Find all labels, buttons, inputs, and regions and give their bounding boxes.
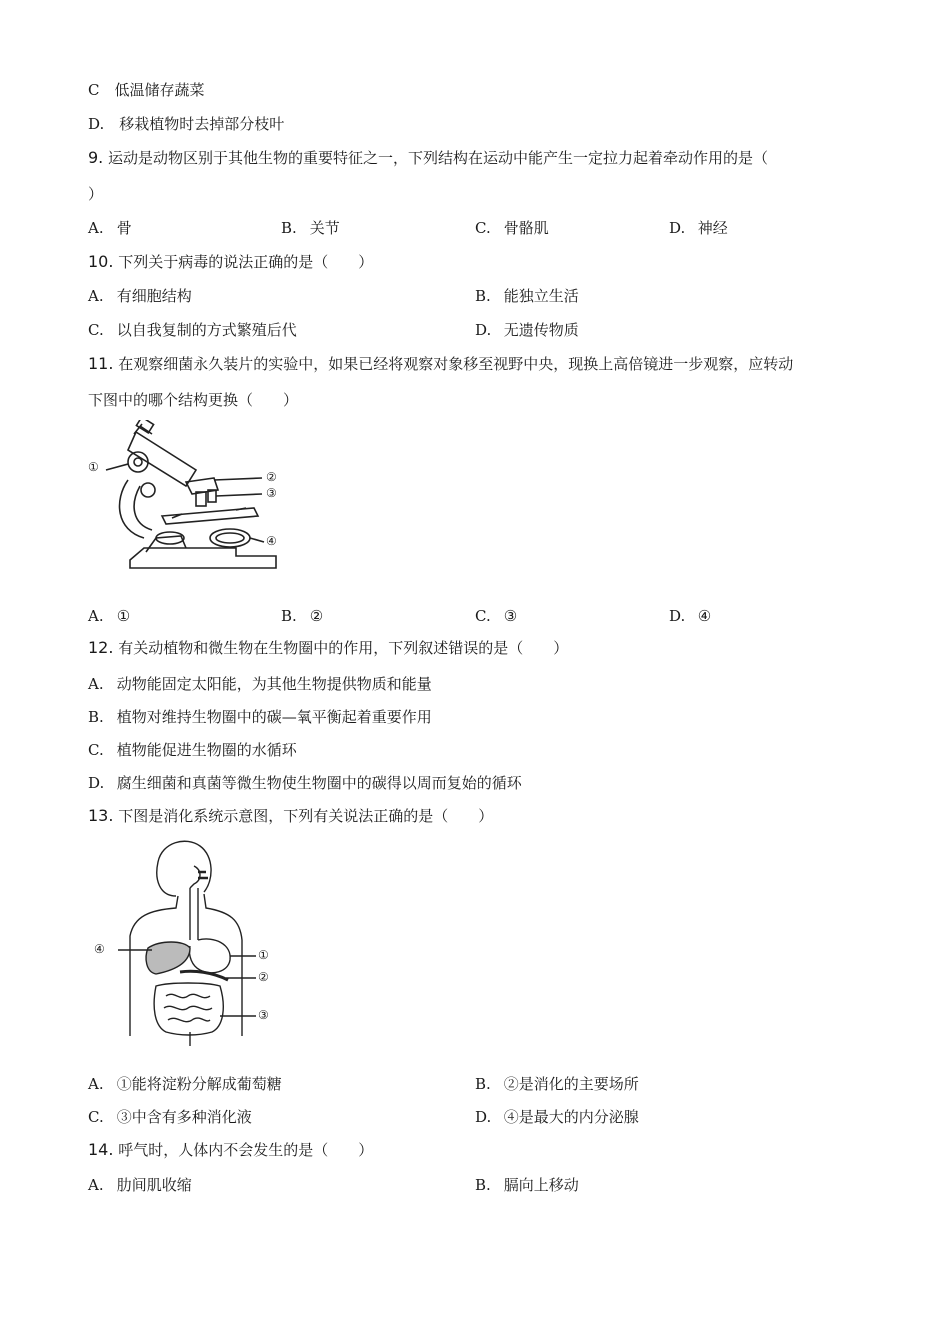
option-text: 关节 [309, 219, 340, 237]
option-letter: A. [88, 287, 104, 305]
leader-line-4 [250, 538, 264, 542]
option-text: 腐生细菌和真菌等微生物使生物圈中的碳得以周而复始的循环 [116, 774, 522, 792]
option-letter: B. [281, 607, 297, 625]
option-letter: D. [88, 774, 105, 792]
option-letter: A. [88, 219, 104, 237]
mirror-inner [216, 533, 244, 543]
option-letter: D. [475, 1108, 492, 1126]
option-text: 骨骼肌 [503, 219, 549, 237]
q12-option-b [88, 707, 432, 727]
q13-stem [88, 806, 493, 826]
q10-option-b [475, 286, 579, 306]
option-text: ②是消化的主要场所 [503, 1075, 639, 1093]
pancreas [180, 971, 228, 980]
option-letter: B. [281, 219, 297, 237]
q14-option-b [475, 1175, 579, 1195]
q12-option-d [88, 773, 522, 793]
q11-option-d [669, 606, 711, 626]
microscope-tube [128, 432, 196, 486]
option-text: 植物对维持生物圈中的碳—氧平衡起着重要作用 [116, 708, 432, 726]
leader-line-3 [216, 494, 262, 496]
q9-option-c [475, 218, 549, 238]
option-text: 动物能固定太阳能，为其他生物提供物质和能量 [116, 675, 432, 693]
microscope-base [130, 548, 276, 568]
option-letter: B. [88, 708, 104, 726]
q13-option-a [88, 1074, 282, 1094]
head-outline [157, 841, 211, 896]
esophagus [190, 888, 198, 940]
q11-stem-line1 [88, 354, 793, 374]
small-intestine [164, 994, 212, 1021]
eyepiece-cap [136, 420, 153, 433]
option-letter: C. [88, 321, 104, 339]
microscope-label-3: ③ [266, 486, 277, 500]
option-text: 膈向上移动 [503, 1176, 579, 1194]
option-text: 骨 [116, 219, 132, 237]
q9-stem-line1 [88, 148, 768, 168]
prev-option-c: C 低温储存蔬菜 [88, 81, 205, 99]
option-text: 有细胞结构 [116, 287, 192, 305]
option-letter: D. [669, 219, 686, 237]
option-letter: D. [475, 321, 492, 339]
coarse-knob-center [134, 458, 142, 466]
option-letter: C. [475, 219, 491, 237]
microscope-figure [86, 420, 296, 580]
digestive-label-3: ③ [258, 1008, 269, 1022]
option-text: ④ [697, 607, 712, 625]
fine-knob [141, 483, 155, 497]
q9-option-a [88, 218, 132, 238]
q13-option-d [475, 1107, 639, 1127]
microscope-label-4: ④ [266, 534, 277, 548]
option-letter: A. [88, 1176, 104, 1194]
option-letter: B. [475, 1075, 491, 1093]
q9-number: 9. [88, 148, 104, 167]
large-intestine [154, 983, 223, 1035]
microscope-label-2: ② [266, 470, 277, 484]
digestive-system-drawing [90, 836, 280, 1052]
option-text: 植物能促进生物圈的水循环 [116, 741, 297, 759]
option-text: 以自我复制的方式繁殖后代 [116, 321, 297, 339]
option-text: ① [116, 607, 131, 625]
q9-stem-text: 运动是动物区别于其他生物的重要特征之一，下列结构在运动中能产生一定拉力起着牵动作用的是（ [108, 149, 769, 167]
q10-number: 10. [88, 252, 114, 271]
q10-stem [88, 252, 373, 272]
q14-stem [88, 1140, 373, 1160]
liver [146, 942, 190, 974]
q9-option-d [669, 218, 728, 238]
option-text: ② [309, 607, 324, 625]
digestive-label-4: ④ [94, 942, 105, 956]
q13-stem-text: 下图是消化系统示意图，下列有关说法正确的是（ ） [118, 807, 494, 825]
q11-option-b [281, 606, 323, 626]
q13-option-c [88, 1107, 252, 1127]
option-text: ③ [503, 607, 518, 625]
q11-number: 11. [88, 354, 114, 373]
q10-option-c [88, 320, 297, 340]
option-letter: C. [475, 607, 491, 625]
option-text: 肋间肌收缩 [116, 1176, 192, 1194]
option-text: 无遗传物质 [503, 321, 579, 339]
q14-stem-text: 呼气时，人体内不会发生的是（ ） [118, 1141, 374, 1159]
option-text: ③中含有多种消化液 [116, 1108, 252, 1126]
q11-stem-text: 在观察细菌永久装片的实验中，如果已经将观察对象移至视野中央，现换上高倍镜进一步观察，应转动 [118, 355, 794, 373]
q9-stem-line2: ） [88, 185, 104, 203]
q10-option-d [475, 320, 579, 340]
digestive-label-1: ① [258, 948, 269, 962]
stomach [189, 939, 230, 973]
option-letter: B. [475, 1176, 491, 1194]
microscope-label-1: ① [88, 460, 99, 474]
q12-option-a [88, 674, 432, 694]
q12-stem [88, 638, 568, 658]
q12-option-c [88, 740, 297, 760]
q14-option-a [88, 1175, 192, 1195]
option-letter: A. [88, 607, 104, 625]
q13-number: 13. [88, 806, 114, 825]
digestive-label-2: ② [258, 970, 269, 984]
objective-lens [196, 492, 206, 506]
digestive-system-figure [90, 836, 280, 1052]
microscope-drawing [86, 420, 296, 580]
option-text: ④是最大的内分泌腺 [503, 1108, 639, 1126]
option-letter: A. [88, 675, 104, 693]
option-letter: C. [88, 1108, 104, 1126]
q14-number: 14. [88, 1140, 114, 1159]
option-letter: D. [669, 607, 686, 625]
q11-stem-line2: 下图中的哪个结构更换（ ） [88, 391, 299, 409]
coarse-knob [128, 452, 148, 472]
q10-stem-text: 下列关于病毒的说法正确的是（ ） [118, 253, 374, 271]
prev-option-d: D. 移栽植物时去掉部分枝叶 [88, 115, 285, 133]
option-text: ①能将淀粉分解成葡萄糖 [116, 1075, 282, 1093]
leader-line-1 [106, 464, 128, 470]
q10-option-a [88, 286, 192, 306]
option-text: 能独立生活 [503, 287, 579, 305]
q11-option-c [475, 606, 517, 626]
option-letter: B. [475, 287, 491, 305]
option-letter: C. [88, 741, 104, 759]
microscope-arm-inner [134, 486, 152, 530]
q12-number: 12. [88, 638, 114, 657]
q11-option-a [88, 606, 130, 626]
q12-stem-text: 有关动植物和微生物在生物圈中的作用，下列叙述错误的是（ ） [118, 639, 569, 657]
option-letter: A. [88, 1075, 104, 1093]
q13-option-b [475, 1074, 639, 1094]
q9-option-b [281, 218, 340, 238]
option-text: 神经 [697, 219, 728, 237]
leader-line-2 [214, 478, 262, 480]
